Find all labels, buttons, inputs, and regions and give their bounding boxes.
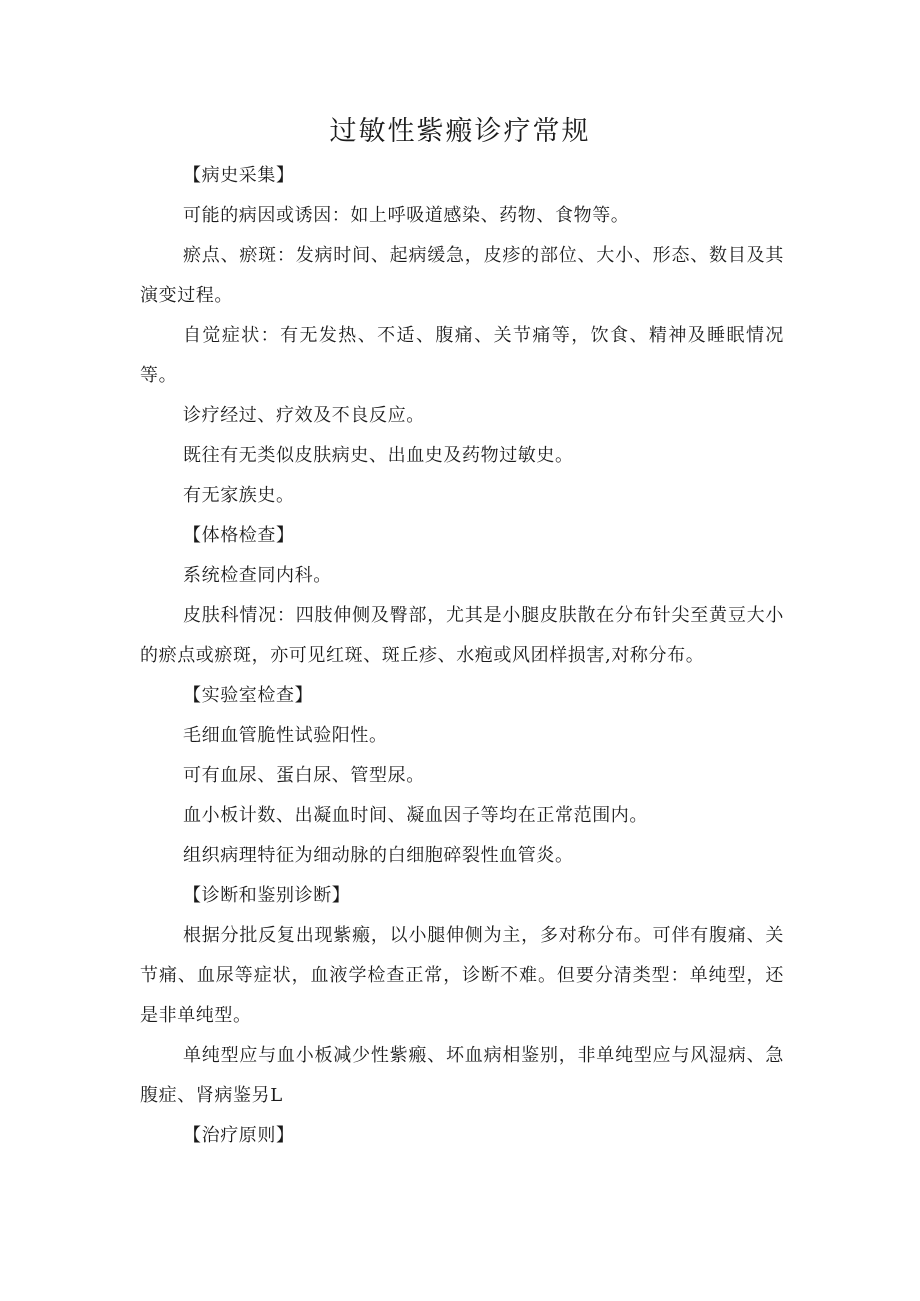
history-paragraph-past-history: 既往有无类似皮肤病史、出血史及药物过敏史。 xyxy=(183,445,574,466)
exam-paragraph-systemic: 系统检查同内科。 xyxy=(183,565,332,586)
history-paragraph-lesions: 瘀点、瘀斑：发病时间、起病缓急，皮疹的部位、大小、形态、数目及其演变过程。 xyxy=(140,245,784,306)
history-paragraph-treatment: 诊疗经过、疗效及不良反应。 xyxy=(183,405,425,426)
section-heading-diagnosis: 【诊断和鉴别诊断】 xyxy=(183,885,351,906)
section-heading-history: 【病史采集】 xyxy=(183,165,295,186)
section-heading-treatment: 【治疗原则】 xyxy=(183,1125,295,1146)
exam-paragraph-skin: 皮肤科情况：四肢伸侧及臀部，尤其是小腿皮肤散在分布针尖至黄豆大小的瘀点或瘀斑，亦可见红斑、斑丘疹、水疱或风团样损害,对称分布。 xyxy=(140,605,784,666)
history-paragraph-family-history: 有无家族史。 xyxy=(183,485,295,506)
lab-paragraph-pathology: 组织病理特征为细动脉的白细胞碎裂性血管炎。 xyxy=(183,845,574,866)
lab-paragraph-urine: 可有血尿、蛋白尿、管型尿。 xyxy=(183,765,425,786)
section-heading-physical-exam: 【体格检查】 xyxy=(183,525,295,546)
lab-paragraph-capillary: 毛细血管脆性试验阳性。 xyxy=(183,725,388,746)
history-paragraph-causes: 可能的病因或诱因：如上呼吸道感染、药物、食物等。 xyxy=(183,205,630,226)
document-body xyxy=(140,156,784,1156)
history-paragraph-symptoms: 自觉症状：有无发热、不适、腹痛、关节痛等，饮食、精神及睡眠情况等。 xyxy=(140,325,784,386)
diagnosis-paragraph-criteria: 根据分批反复出现紫瘢，以小腿伸侧为主，多对称分布。可伴有腹痛、关节痛、血尿等症状，血液学检查正常，诊断不难。但要分清类型：单纯型，还是非单纯型。 xyxy=(140,925,784,1026)
section-heading-lab-tests: 【实验室检查】 xyxy=(183,685,314,706)
document-title: 过敏性紫瘢诊疗常规 xyxy=(329,116,591,147)
diagnosis-paragraph-differential: 单纯型应与血小板减少性紫瘢、坏血病相鉴别，非单纯型应与风湿病、急腹症、肾病鉴另L xyxy=(140,1045,784,1106)
lab-paragraph-platelets: 血小板计数、出凝血时间、凝血因子等均在正常范围内。 xyxy=(183,805,648,826)
